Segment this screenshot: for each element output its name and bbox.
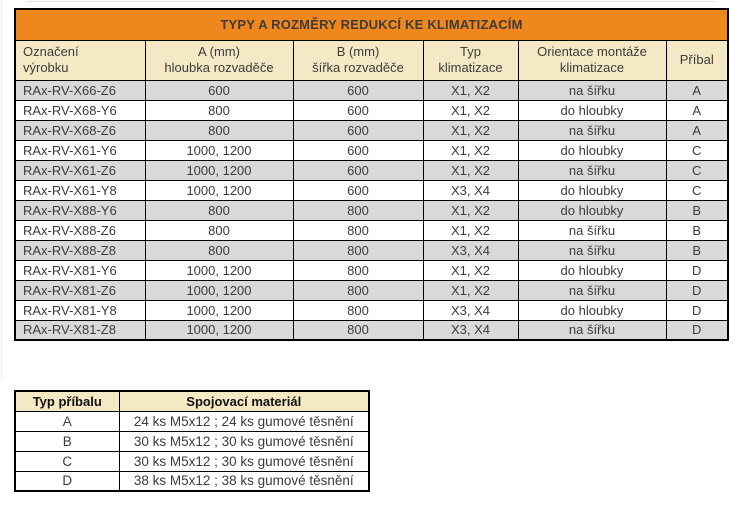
product-code-cell: RAx-RV-X88-Z6	[15, 220, 145, 240]
column-header-line: B (mm)	[336, 44, 380, 59]
product-code-cell: RAx-RV-X66-Z6	[15, 80, 145, 100]
dim-b-cell: 600	[293, 180, 423, 200]
table-row	[15, 451, 369, 471]
pribal-cell: C	[666, 140, 728, 160]
table-row	[15, 100, 728, 120]
product-code-cell: RAx-RV-X61-Z6	[15, 160, 145, 180]
table-row	[15, 260, 728, 280]
orientation-cell: na šířku	[518, 240, 666, 260]
page-top-divider	[26, 1, 716, 2]
table-title: TYPY A ROZMĚRY REDUKCÍ KE KLIMATIZACÍM	[15, 9, 728, 40]
dim-a-cell: 800	[145, 220, 293, 240]
dim-b-cell: 800	[293, 300, 423, 320]
ac-type-cell: X3, X4	[423, 320, 518, 340]
dim-b-cell: 600	[293, 140, 423, 160]
dim-a-cell: 800	[145, 100, 293, 120]
product-code-cell: RAx-RV-X88-Y6	[15, 200, 145, 220]
table-row	[15, 320, 728, 340]
column-header-pribal	[666, 40, 728, 80]
column-header-product-code	[15, 40, 145, 80]
dim-a-cell: 600	[145, 80, 293, 100]
pribal-cell: B	[666, 200, 728, 220]
column-header-line: hloubka rozvaděče	[164, 60, 274, 75]
pribal-cell: D	[666, 280, 728, 300]
dim-b-cell: 800	[293, 320, 423, 340]
dim-b-cell: 800	[293, 240, 423, 260]
dim-a-cell: 800	[145, 120, 293, 140]
dim-b-cell: 800	[293, 280, 423, 300]
main-table-body	[15, 80, 728, 340]
ac-type-cell: X1, X2	[423, 260, 518, 280]
joining-material-cell: 24 ks M5x12 ; 24 ks gumové těsnění	[119, 411, 369, 431]
orientation-cell: do hloubky	[518, 260, 666, 280]
ac-type-cell: X1, X2	[423, 120, 518, 140]
pribal-cell: A	[666, 80, 728, 100]
ac-type-cell: X1, X2	[423, 80, 518, 100]
column-header-line: výrobku	[23, 60, 69, 75]
table-row	[15, 140, 728, 160]
table-row	[15, 471, 369, 491]
ac-type-cell: X1, X2	[423, 100, 518, 120]
orientation-cell: na šířku	[518, 120, 666, 140]
product-code-cell: RAx-RV-X68-Z6	[15, 120, 145, 140]
table-row	[15, 240, 728, 260]
dim-b-cell: 600	[293, 100, 423, 120]
product-code-cell: RAx-RV-X81-Y6	[15, 260, 145, 280]
column-header-ac-type	[423, 40, 518, 80]
pribal-type-cell: B	[15, 431, 119, 451]
page-left-divider	[1, 0, 2, 380]
table-row	[15, 160, 728, 180]
accessory-table-body	[15, 411, 369, 491]
pribal-cell: D	[666, 300, 728, 320]
joining-material-cell: 38 ks M5x12 ; 38 ks gumové těsnění	[119, 471, 369, 491]
product-code-cell: RAx-RV-X88-Z8	[15, 240, 145, 260]
dim-b-cell: 800	[293, 200, 423, 220]
dim-b-cell: 600	[293, 160, 423, 180]
pribal-cell: C	[666, 160, 728, 180]
orientation-cell: do hloubky	[518, 140, 666, 160]
ac-type-cell: X1, X2	[423, 200, 518, 220]
column-header-joining-material: Spojovací materiál	[119, 391, 369, 411]
pribal-type-cell: A	[15, 411, 119, 431]
ac-type-cell: X3, X4	[423, 240, 518, 260]
orientation-cell: do hloubky	[518, 180, 666, 200]
ac-type-cell: X1, X2	[423, 220, 518, 240]
column-header-line: A (mm)	[198, 44, 240, 59]
pribal-cell: B	[666, 240, 728, 260]
ac-type-cell: X1, X2	[423, 160, 518, 180]
dim-b-cell: 800	[293, 220, 423, 240]
orientation-cell: do hloubky	[518, 300, 666, 320]
orientation-cell: na šířku	[518, 80, 666, 100]
orientation-cell: na šířku	[518, 280, 666, 300]
dim-b-cell: 600	[293, 120, 423, 140]
product-code-cell: RAx-RV-X81-Y8	[15, 300, 145, 320]
table-row	[15, 80, 728, 100]
table-row	[15, 180, 728, 200]
dim-a-cell: 1000, 1200	[145, 280, 293, 300]
orientation-cell: na šířku	[518, 320, 666, 340]
column-header-line: šířka rozvaděče	[312, 60, 404, 75]
product-code-cell: RAx-RV-X68-Y6	[15, 100, 145, 120]
ac-type-cell: X1, X2	[423, 280, 518, 300]
table-header-row	[15, 40, 728, 80]
table-row	[15, 120, 728, 140]
dim-b-cell: 600	[293, 80, 423, 100]
joining-material-cell: 30 ks M5x12 ; 30 ks gumové těsnění	[119, 451, 369, 471]
dim-a-cell: 1000, 1200	[145, 180, 293, 200]
column-header-line: klimatizace	[438, 60, 503, 75]
table-row	[15, 280, 728, 300]
column-header-dim-a	[145, 40, 293, 80]
column-header-line: Orientace montáže	[537, 44, 647, 59]
orientation-cell: do hloubky	[518, 100, 666, 120]
accessory-header-row	[15, 391, 369, 411]
table-row	[15, 200, 728, 220]
dim-a-cell: 1000, 1200	[145, 160, 293, 180]
column-header-orientation	[518, 40, 666, 80]
pribal-cell: A	[666, 100, 728, 120]
orientation-cell: na šířku	[518, 220, 666, 240]
pribal-type-cell: C	[15, 451, 119, 471]
product-code-cell: RAx-RV-X61-Y8	[15, 180, 145, 200]
dim-a-cell: 800	[145, 200, 293, 220]
product-code-cell: RAx-RV-X81-Z8	[15, 320, 145, 340]
orientation-cell: do hloubky	[518, 200, 666, 220]
column-header-line: Označení	[23, 44, 79, 59]
dim-a-cell: 800	[145, 240, 293, 260]
ac-type-cell: X1, X2	[423, 140, 518, 160]
joining-material-cell: 30 ks M5x12 ; 30 ks gumové těsnění	[119, 431, 369, 451]
column-header-dim-b	[293, 40, 423, 80]
accessory-pack-table	[14, 390, 370, 492]
ac-type-cell: X3, X4	[423, 180, 518, 200]
dim-a-cell: 1000, 1200	[145, 140, 293, 160]
table-row	[15, 431, 369, 451]
product-code-cell: RAx-RV-X81-Z6	[15, 280, 145, 300]
reduction-types-table	[14, 8, 729, 341]
pribal-cell: D	[666, 320, 728, 340]
table-row	[15, 411, 369, 431]
column-header-pribal-type: Typ příbalu	[15, 391, 119, 411]
orientation-cell: na šířku	[518, 160, 666, 180]
column-header-line: klimatizace	[559, 60, 625, 75]
dim-a-cell: 1000, 1200	[145, 300, 293, 320]
pribal-cell: A	[666, 120, 728, 140]
product-code-cell: RAx-RV-X61-Y6	[15, 140, 145, 160]
table-title-row	[15, 9, 728, 40]
dim-b-cell: 800	[293, 260, 423, 280]
pribal-cell: B	[666, 220, 728, 240]
column-header-line: Příbal	[679, 52, 714, 67]
pribal-cell: C	[666, 180, 728, 200]
pribal-cell: D	[666, 260, 728, 280]
dim-a-cell: 1000, 1200	[145, 320, 293, 340]
pribal-type-cell: D	[15, 471, 119, 491]
table-row	[15, 300, 728, 320]
table-row	[15, 220, 728, 240]
ac-type-cell: X3, X4	[423, 300, 518, 320]
column-header-line: Typ	[460, 44, 481, 59]
dim-a-cell: 1000, 1200	[145, 260, 293, 280]
